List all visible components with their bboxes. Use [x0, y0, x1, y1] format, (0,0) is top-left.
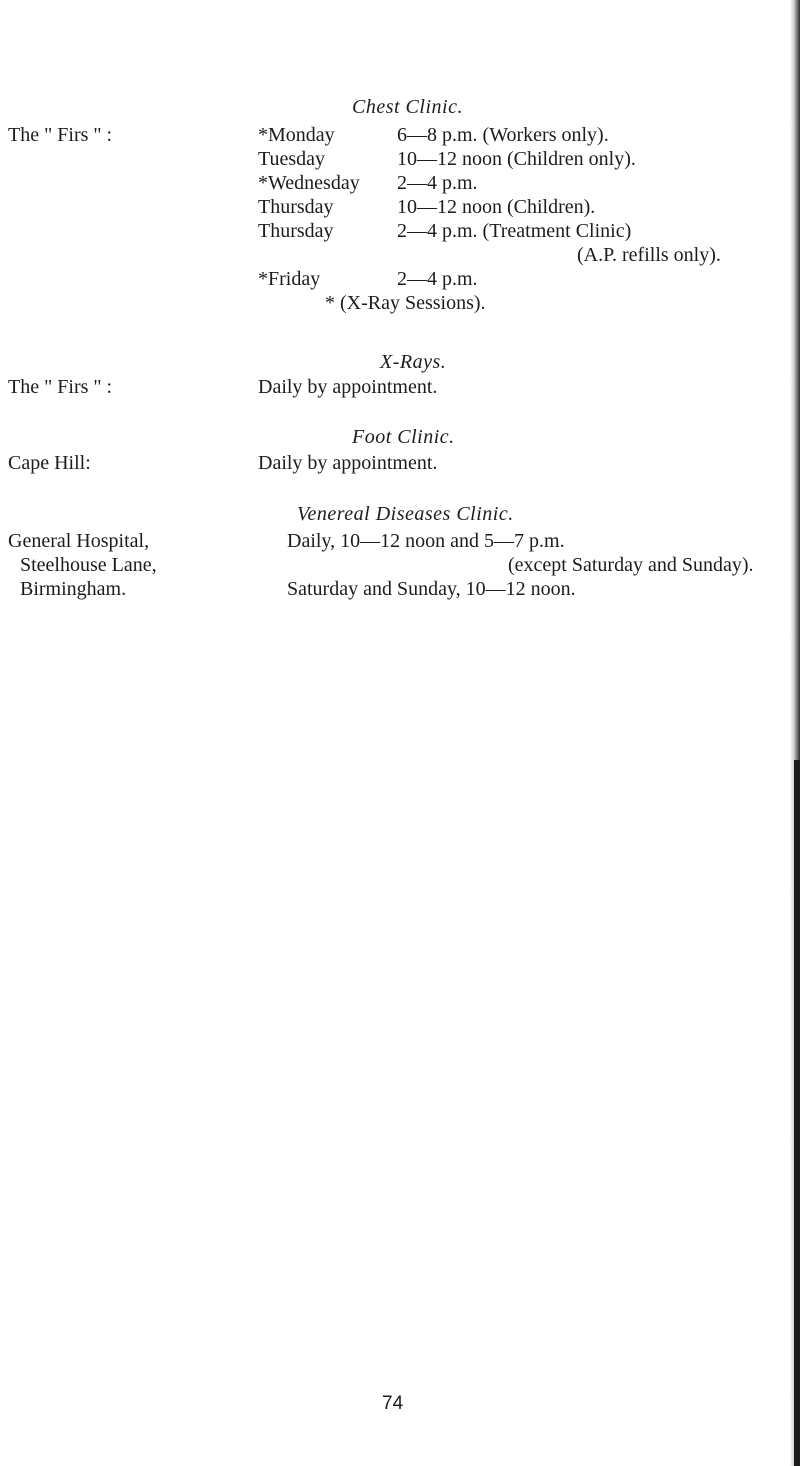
- chest-time-thursday-am: 10—12 noon (Children).: [397, 196, 596, 218]
- xrays-detail: Daily by appointment.: [258, 376, 438, 398]
- vd-clinic-heading: Venereal Diseases Clinic.: [297, 503, 514, 525]
- chest-time-thursday-pm: 2—4 p.m. (Treatment Clinic): [397, 220, 632, 242]
- foot-clinic-location: Cape Hill:: [8, 452, 91, 474]
- chest-clinic-heading: Chest Clinic.: [352, 96, 463, 118]
- page-number: 74: [382, 1393, 404, 1414]
- chest-day-thursday-am: Thursday: [258, 196, 334, 218]
- chest-time-wednesday: 2—4 p.m.: [397, 172, 478, 194]
- vd-address-line-1: General Hospital,: [8, 530, 150, 552]
- vd-detail-line-2: (except Saturday and Sunday).: [508, 554, 754, 576]
- foot-clinic-detail: Daily by appointment.: [258, 452, 438, 474]
- xrays-location: The " Firs " :: [8, 376, 113, 398]
- vd-detail-line-3: Saturday and Sunday, 10—12 noon.: [287, 578, 576, 600]
- chest-clinic-location: The " Firs " :: [8, 124, 113, 146]
- chest-time-thursday-pm-note: (A.P. refills only).: [577, 244, 721, 266]
- chest-day-thursday-pm: Thursday: [258, 220, 334, 242]
- xrays-heading: X-Rays.: [380, 351, 447, 373]
- chest-day-monday: *Monday: [258, 124, 335, 146]
- foot-clinic-heading: Foot Clinic.: [352, 426, 455, 448]
- page-edge-dark: [794, 760, 800, 1466]
- chest-time-monday: 6—8 p.m. (Workers only).: [397, 124, 609, 146]
- vd-address-line-2: Steelhouse Lane,: [20, 554, 157, 576]
- chest-day-tuesday: Tuesday: [258, 148, 326, 170]
- chest-day-wednesday: *Wednesday: [258, 172, 360, 194]
- chest-time-friday: 2—4 p.m.: [397, 268, 478, 290]
- vd-detail-line-1: Daily, 10—12 noon and 5—7 p.m.: [287, 530, 565, 552]
- vd-address-line-3: Birmingham.: [20, 578, 127, 600]
- chest-clinic-footnote: * (X-Ray Sessions).: [325, 292, 486, 314]
- chest-time-tuesday: 10—12 noon (Children only).: [397, 148, 636, 170]
- chest-day-friday: *Friday: [258, 268, 321, 290]
